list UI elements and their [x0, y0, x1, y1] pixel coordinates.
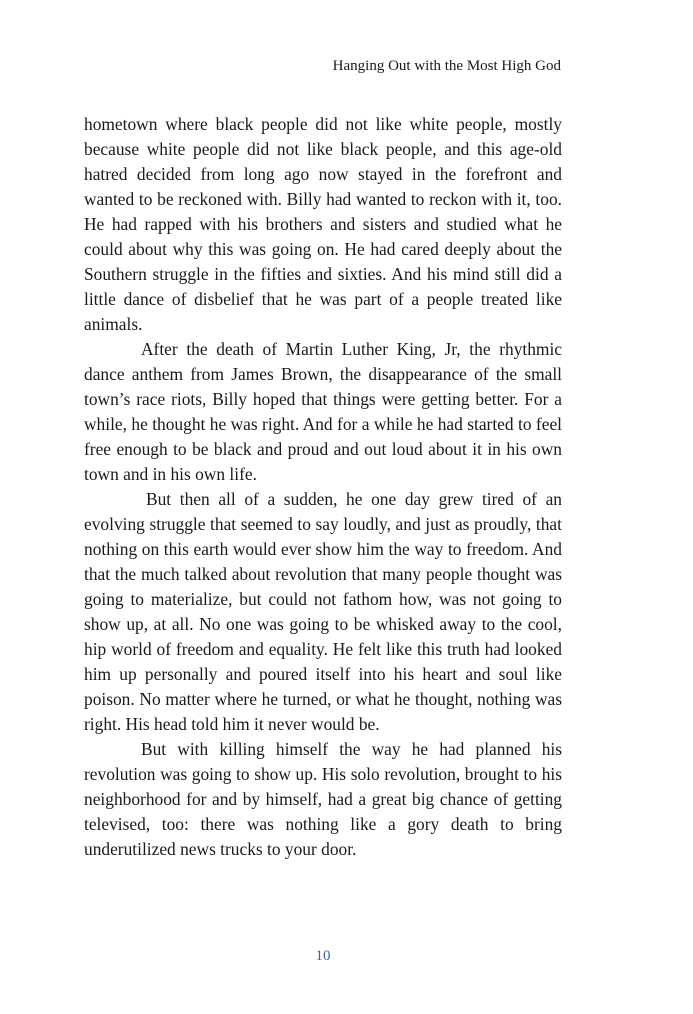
page-number: 10 [315, 948, 331, 964]
paragraph: After the death of Martin Luther King, Jr, the rhythmic dance anthem from James Brown, the disappearance of the small town’s race riots, Billy hoped that things were getting better. For a while, he thought he was right. And for a while he had started to feel free enough to be black and proud and out loud about it in his own town and in his own life. [84, 339, 562, 484]
paragraph: But then all of a sudden, he one day grew tired of an evolving struggle that seemed to say loudly, and just as proudly, that nothing on this earth would ever show him the way to freedom. And that the much talked about revolution that many people thought was going to materialize, but could not fathom how, was not going to show up, at all. No one was going to be whisked away to the cool, hip world of freedom and equality. He felt like this truth had looked him up personally and poured itself into his heart and soul like poison. No matter where he turned, or what he thought, nothing was right. His head told him it never would be. [84, 489, 562, 734]
running-header: Hanging Out with the Most High God [332, 58, 561, 74]
body-text [84, 112, 562, 862]
paragraph: But with killing himself the way he had planned his revolution was going to show up. His solo revolution, brought to his neighborhood for and by himself, had a great big chance of getting televised, too: there was nothing like a gory death to bring underutilized news trucks to your door. [84, 739, 562, 859]
paragraph: hometown where black people did not like white people, mostly because white people did not like black people, and this age-old hatred decided from long ago now stayed in the forefront and wanted to be reckoned with. Billy had wanted to reckon with it, too. He had rapped with his brothers and sisters and studied what he could about why this was going on. He had cared deeply about the Southern struggle in the fifties and sixties. And his mind still did a little dance of disbelief that he was part of a people treated like animals. [84, 114, 562, 334]
